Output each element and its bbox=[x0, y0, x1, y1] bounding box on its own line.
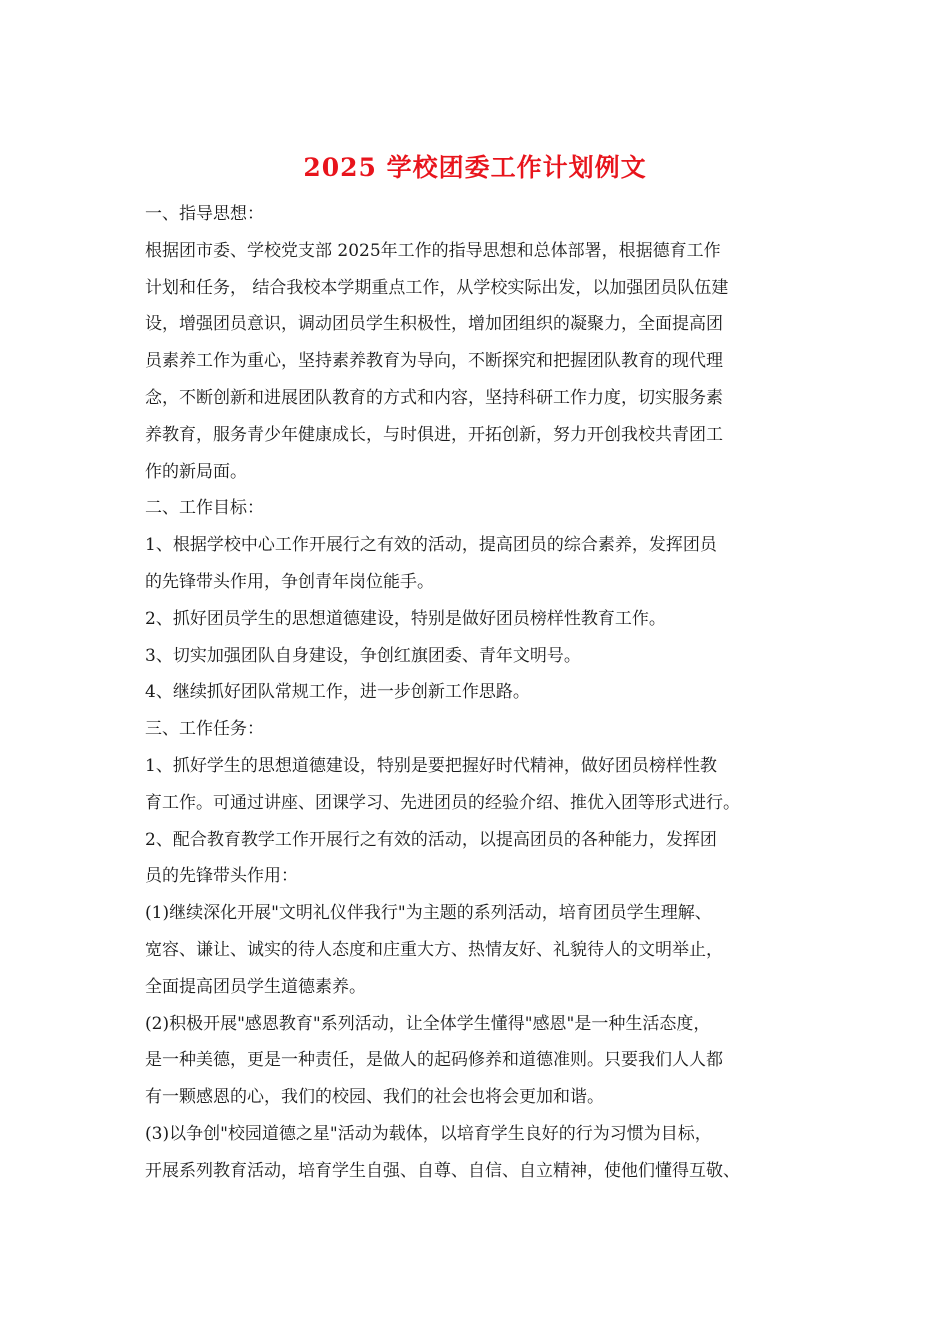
text-line: 的先锋带头作用，争创青年岗位能手。 bbox=[145, 571, 434, 592]
text-line: 根据团市委、学校党支部 2025年工作的指导思想和总体部署，根据德育工作 bbox=[145, 240, 721, 261]
text-line: (2)积极开展"感恩教育"系列活动，让全体学生懂得"感恩"是一种生活态度， bbox=[145, 1013, 711, 1034]
document-body bbox=[145, 196, 813, 1190]
text-line: 2、抓好团员学生的思想道德建设，特别是做好团员榜样性教育工作。 bbox=[145, 608, 666, 629]
text-line: 养教育，服务青少年健康成长，与时俱进，开拓创新，努力开创我校共青团工 bbox=[145, 424, 723, 445]
document-title: 2025 学校团委工作计划例文 bbox=[303, 153, 647, 182]
text-line: 计划和任务， 结合我校本学期重点工作，从学校实际出发，以加强团员队伍建 bbox=[145, 277, 729, 298]
text-line: 4、继续抓好团队常规工作，进一步创新工作思路。 bbox=[145, 682, 530, 703]
text-line: 开展系列教育活动，培育学生自强、自尊、自信、自立精神，使他们懂得互敬、 bbox=[145, 1160, 740, 1181]
text-line: 宽容、谦让、诚实的待人态度和庄重大方、热情友好、礼貌待人的文明举止， bbox=[145, 939, 723, 960]
text-line: 设，增强团员意识，调动团员学生积极性，增加团组织的凝聚力，全面提高团 bbox=[145, 314, 723, 335]
text-line: 念，不断创新和进展团队教育的方式和内容，坚持科研工作力度，切实服务素 bbox=[145, 387, 723, 408]
text-line: 全面提高团员学生道德素养。 bbox=[145, 976, 366, 997]
text-line: 是一种美德，更是一种责任，是做人的起码修养和道德准则。只要我们人人都 bbox=[145, 1050, 723, 1071]
text-line: 三、工作任务： bbox=[145, 719, 264, 740]
text-line: (1)继续深化开展"文明礼仪伴我行"为主题的系列活动，培育团员学生理解、 bbox=[145, 903, 712, 924]
text-line: 1、抓好学生的思想道德建设，特别是要把握好时代精神，做好团员榜样性教 bbox=[145, 755, 717, 776]
text-line: 3、切实加强团队自身建设，争创红旗团委、青年文明号。 bbox=[145, 645, 581, 666]
text-line: (3)以争创"校园道德之星"活动为载体，以培育学生良好的行为习惯为目标， bbox=[145, 1123, 712, 1144]
text-line: 有一颗感恩的心，我们的校园、我们的社会也将会更加和谐。 bbox=[145, 1087, 604, 1108]
text-line: 1、根据学校中心工作开展行之有效的活动，提高团员的综合素养，发挥团员 bbox=[145, 535, 717, 556]
text-line: 一、指导思想： bbox=[145, 204, 264, 224]
text-line: 2、配合教育教学工作开展行之有效的活动，以提高团员的各种能力，发挥团 bbox=[145, 829, 717, 850]
text-line: 作的新局面。 bbox=[145, 461, 247, 482]
text-line: 员素养工作为重心，坚持素养教育为导向，不断探究和把握团队教育的现代理 bbox=[145, 351, 723, 372]
text-line: 育工作。可通过讲座、团课学习、先进团员的经验介绍、推优入团等形式进行。 bbox=[145, 792, 740, 813]
text-line: 二、工作目标： bbox=[145, 498, 264, 519]
text-line: 员的先锋带头作用： bbox=[145, 866, 298, 887]
